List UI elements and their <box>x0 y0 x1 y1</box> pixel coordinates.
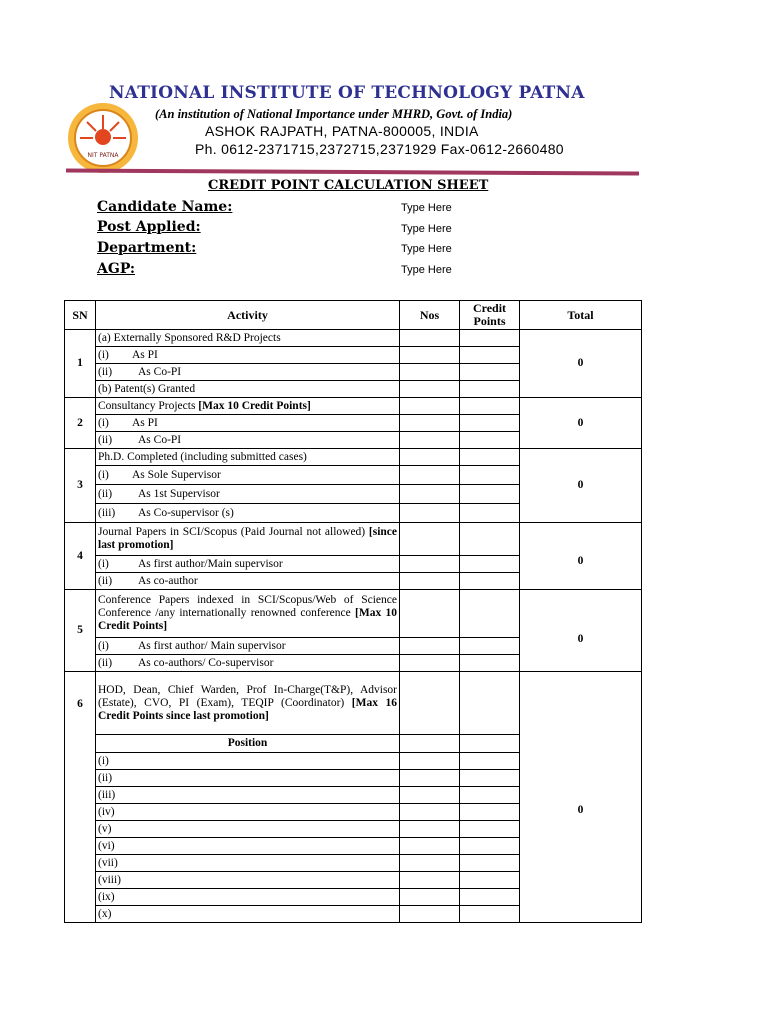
activity-text <box>96 672 400 735</box>
total-cell: 0 <box>520 398 642 449</box>
institute-subtitle: (An institution of National Importance under MHRD, Govt. of India) <box>155 107 513 121</box>
nos-cell[interactable] <box>400 347 460 364</box>
credit-cell[interactable] <box>460 364 520 381</box>
post-applied-value[interactable]: Type Here <box>401 223 452 235</box>
subitem-number: (ii) <box>98 656 113 669</box>
table-row <box>65 590 642 638</box>
credit-cell[interactable] <box>460 485 520 504</box>
position-label: (ix) <box>96 889 400 906</box>
activity-subitem <box>96 556 400 573</box>
activity-plain: HOD, Dean, Chief Warden, Prof In-Charge(T&P), Advisor (Estate), CVO, PI (Exam), TEQIP (Coordinator) <box>98 683 397 709</box>
activity-bold: [Max 16 Credit Points since last promotion] <box>98 696 397 722</box>
agp-label: AGP: <box>97 261 136 277</box>
nos-cell[interactable] <box>400 504 460 523</box>
subitem-text: As Co-PI <box>138 365 182 378</box>
total-cell: 0 <box>520 672 642 923</box>
activity-subitem <box>96 347 400 364</box>
subitem-text: As Co-PI <box>138 433 182 446</box>
credit-cell[interactable] <box>460 872 520 889</box>
subitem-text: As first author/Main supervisor <box>138 557 283 570</box>
subitem-text: As co-authors/ Co-supervisor <box>138 656 274 669</box>
total-cell: 0 <box>520 523 642 590</box>
institute-phone: Ph. 0612-2371715,2372715,2371929 Fax-0612-2660480 <box>195 141 564 157</box>
sheet-title: CREDIT POINT CALCULATION SHEET <box>208 178 489 193</box>
credit-point-table <box>64 300 642 923</box>
position-header: Position <box>96 735 400 753</box>
row-sn: 3 <box>65 449 96 523</box>
nos-cell[interactable] <box>400 804 460 821</box>
activity-subitem <box>96 638 400 655</box>
activity-text <box>96 398 400 415</box>
department-value[interactable]: Type Here <box>401 243 452 255</box>
position-label: (vi) <box>96 838 400 855</box>
credit-cell[interactable] <box>460 523 520 556</box>
activity-plain: Consultancy Projects <box>98 399 199 412</box>
position-label: (x) <box>96 906 400 923</box>
nos-cell[interactable] <box>400 638 460 655</box>
header-activity: Activity <box>96 301 400 330</box>
table-row <box>65 398 642 415</box>
position-label: (v) <box>96 821 400 838</box>
nos-cell[interactable] <box>400 364 460 381</box>
header-total: Total <box>520 301 642 330</box>
row-sn: 1 <box>65 330 96 398</box>
activity-subitem <box>96 364 400 381</box>
credit-cell[interactable] <box>460 735 520 753</box>
subitem-number: (i) <box>98 557 109 570</box>
subitem-number: (ii) <box>98 574 113 587</box>
header-sn: SN <box>65 301 96 330</box>
nos-cell[interactable] <box>400 655 460 672</box>
activity-subitem <box>96 432 400 449</box>
credit-cell[interactable] <box>460 432 520 449</box>
credit-cell[interactable] <box>460 449 520 466</box>
activity-subitem <box>96 655 400 672</box>
credit-cell[interactable] <box>460 655 520 672</box>
nos-cell[interactable] <box>400 381 460 398</box>
header-credit-points: Credit Points <box>460 301 520 330</box>
credit-cell[interactable] <box>460 415 520 432</box>
subitem-text: As co-author <box>138 574 198 587</box>
candidate-name-label: Candidate Name: <box>97 199 233 215</box>
nos-cell[interactable] <box>400 573 460 590</box>
total-cell: 0 <box>520 330 642 398</box>
position-label: (ii) <box>96 770 400 787</box>
nos-cell[interactable] <box>400 556 460 573</box>
table-row <box>65 449 642 466</box>
credit-cell[interactable] <box>460 330 520 347</box>
credit-cell[interactable] <box>460 855 520 872</box>
position-label: (i) <box>96 753 400 770</box>
post-applied-label: Post Applied: <box>97 219 201 235</box>
subitem-number: (ii) <box>98 487 113 500</box>
activity-plain: Journal Papers in SCI/Scopus (Paid Journal not allowed) <box>98 526 369 538</box>
nos-cell[interactable] <box>400 735 460 753</box>
nos-cell[interactable] <box>400 855 460 872</box>
nos-cell[interactable] <box>400 753 460 770</box>
activity-text: (b) Patent(s) Granted <box>96 381 400 398</box>
agp-value[interactable]: Type Here <box>401 264 452 276</box>
activity-subitem <box>96 504 400 523</box>
institute-name: NATIONAL INSTITUTE OF TECHNOLOGY PATNA <box>109 83 585 103</box>
nos-cell[interactable] <box>400 330 460 347</box>
credit-cell[interactable] <box>460 672 520 735</box>
subitem-number: (i) <box>98 639 109 652</box>
credit-cell[interactable] <box>460 804 520 821</box>
credit-cell[interactable] <box>460 753 520 770</box>
row-sn: 5 <box>65 590 96 672</box>
nos-cell[interactable] <box>400 770 460 787</box>
row-sn: 2 <box>65 398 96 449</box>
department-label: Department: <box>97 240 197 256</box>
position-label: (iv) <box>96 804 400 821</box>
credit-cell[interactable] <box>460 787 520 804</box>
table-row <box>65 330 642 347</box>
nos-cell[interactable] <box>400 872 460 889</box>
position-label: (viii) <box>96 872 400 889</box>
subitem-text: As Sole Supervisor <box>132 468 221 481</box>
activity-text: Ph.D. Completed (including submitted cases) <box>96 449 400 466</box>
subitem-text: As PI <box>132 348 158 361</box>
subitem-number: (iii) <box>98 506 116 519</box>
subitem-text: As PI <box>132 416 158 429</box>
nos-cell[interactable] <box>400 889 460 906</box>
activity-text: (a) Externally Sponsored R&D Projects <box>96 330 400 347</box>
subitem-number: (ii) <box>98 365 113 378</box>
activity-subitem <box>96 466 400 485</box>
credit-cell[interactable] <box>460 381 520 398</box>
subitem-text: As first author/ Main supervisor <box>138 639 286 652</box>
subitem-number: (i) <box>98 468 109 481</box>
activity-subitem <box>96 485 400 504</box>
header-divider <box>66 168 639 175</box>
activity-subitem <box>96 415 400 432</box>
credit-cell[interactable] <box>460 504 520 523</box>
subitem-number: (i) <box>98 348 109 361</box>
credit-cell[interactable] <box>460 821 520 838</box>
credit-cell[interactable] <box>460 398 520 415</box>
credit-cell[interactable] <box>460 838 520 855</box>
nos-cell[interactable] <box>400 432 460 449</box>
total-cell: 0 <box>520 590 642 672</box>
credit-cell[interactable] <box>460 573 520 590</box>
nos-cell[interactable] <box>400 415 460 432</box>
position-label: (iii) <box>96 787 400 804</box>
nit-patna-logo <box>66 101 140 175</box>
nos-cell[interactable] <box>400 485 460 504</box>
activity-subitem <box>96 573 400 590</box>
subitem-text: As 1st Supervisor <box>138 487 220 500</box>
subitem-number: (ii) <box>98 433 113 446</box>
table-header-row <box>65 301 642 330</box>
subitem-number: (i) <box>98 416 109 429</box>
activity-text <box>96 523 400 556</box>
nos-cell[interactable] <box>400 398 460 415</box>
header-nos: Nos <box>400 301 460 330</box>
nos-cell[interactable] <box>400 449 460 466</box>
activity-bold: [Max 10 Credit Points] <box>198 399 311 412</box>
credit-cell[interactable] <box>460 466 520 485</box>
credit-cell[interactable] <box>460 347 520 364</box>
table-row <box>65 672 642 735</box>
credit-cell[interactable] <box>460 590 520 638</box>
position-label: (vii) <box>96 855 400 872</box>
nos-cell[interactable] <box>400 821 460 838</box>
candidate-name-value[interactable]: Type Here <box>401 202 452 214</box>
credit-cell[interactable] <box>460 889 520 906</box>
credit-cell[interactable] <box>460 638 520 655</box>
subitem-text: As Co-supervisor (s) <box>138 506 234 519</box>
nos-cell[interactable] <box>400 838 460 855</box>
nos-cell[interactable] <box>400 523 460 556</box>
credit-cell[interactable] <box>460 770 520 787</box>
row-sn: 4 <box>65 523 96 590</box>
activity-text <box>96 590 400 638</box>
nos-cell[interactable] <box>400 906 460 923</box>
nos-cell[interactable] <box>400 466 460 485</box>
activity-bold: [since last promotion] <box>98 526 397 551</box>
activity-plain: Conference Papers indexed in SCI/Scopus/Web of Science Conference /any internationally renowned conference <box>98 594 397 619</box>
nos-cell[interactable] <box>400 672 460 735</box>
total-cell: 0 <box>520 449 642 523</box>
table-row <box>65 523 642 556</box>
activity-bold: [Max 10 Credit Points] <box>98 607 397 632</box>
credit-cell[interactable] <box>460 556 520 573</box>
credit-cell[interactable] <box>460 906 520 923</box>
logo-text: NIT PATNA <box>87 152 119 159</box>
nos-cell[interactable] <box>400 787 460 804</box>
institute-address: ASHOK RAJPATH, PATNA-800005, INDIA <box>205 123 479 139</box>
nos-cell[interactable] <box>400 590 460 638</box>
row-sn: 6 <box>65 672 96 923</box>
